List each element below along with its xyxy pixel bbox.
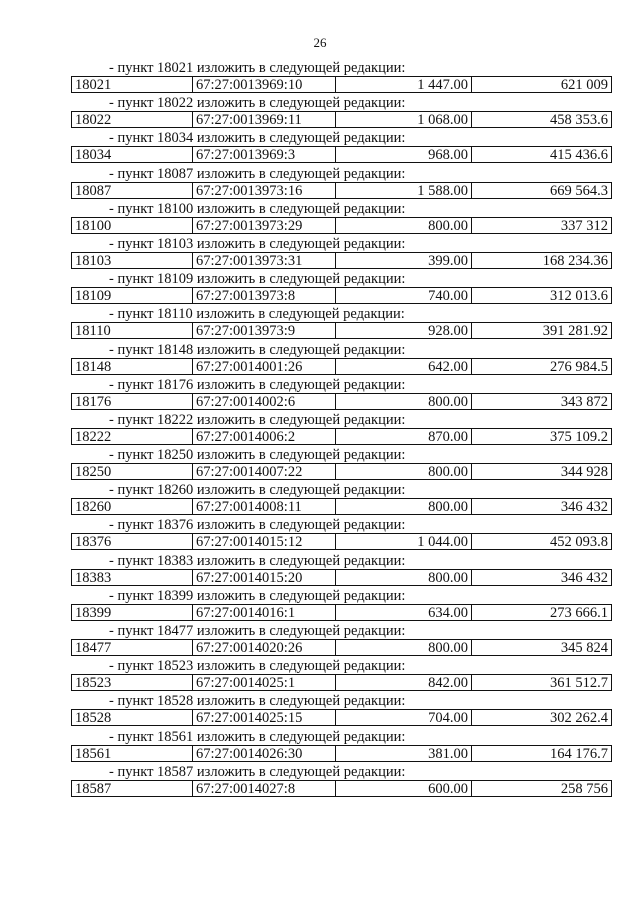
cadastral-number-cell: 67:27:0014025:1	[193, 675, 336, 690]
amendment-entry	[71, 588, 612, 623]
item-number-cell: 18100	[72, 218, 193, 233]
cadastral-value-cell: 452 093.8	[550, 534, 608, 550]
item-number-cell: 18176	[72, 394, 193, 409]
area-cell: 842.00	[336, 675, 472, 690]
amendment-entry	[71, 623, 612, 658]
amendment-caption: - пункт 18383 изложить в следующей редакции:	[109, 552, 406, 569]
area-cell: 800.00	[336, 464, 472, 479]
item-number-cell: 18528	[72, 710, 193, 725]
amendment-entry	[71, 693, 612, 728]
table-row	[71, 745, 612, 762]
cadastral-value-cell: 361 512.7	[550, 675, 608, 691]
cadastral-number-cell: 67:27:0014026:30	[193, 746, 336, 761]
amendment-entry	[71, 412, 612, 447]
cadastral-number-cell: 67:27:0014025:15	[193, 710, 336, 725]
amendment-caption: - пункт 18477 изложить в следующей редакции:	[109, 623, 406, 639]
amendment-caption: - пункт 18103 изложить в следующей редакции:	[109, 235, 406, 252]
area-cell: 600.00	[336, 781, 472, 796]
area-cell: 1 447.00	[336, 77, 472, 92]
table-row	[71, 322, 612, 339]
amendment-entry	[71, 447, 612, 482]
item-number-cell: 18250	[72, 464, 193, 479]
amendment-entry	[71, 166, 612, 201]
cadastral-value-cell: 337 312	[560, 217, 608, 233]
cadastral-value-cell: 168 234.36	[542, 252, 608, 268]
cadastral-number-cell: 67:27:0013973:16	[193, 183, 336, 198]
item-number-cell: 18587	[72, 781, 193, 796]
amendment-caption: - пункт 18222 изложить в следующей редакции:	[109, 411, 406, 428]
amendment-caption: - пункт 18376 изложить в следующей редакции:	[109, 517, 406, 534]
area-cell: 740.00	[336, 288, 472, 303]
cadastral-value-cell: 273 666.1	[550, 604, 608, 620]
table-row	[71, 639, 612, 656]
amendment-caption: - пункт 18110 изложить в следующей редакции:	[109, 306, 405, 323]
cadastral-value-cell: 391 281.92	[542, 323, 608, 339]
amendment-entry	[71, 482, 612, 517]
table-row	[71, 252, 612, 269]
item-number-cell: 18148	[72, 359, 193, 374]
cadastral-number-cell: 67:27:0014002:6	[193, 394, 336, 409]
area-cell: 642.00	[336, 359, 472, 374]
cadastral-value-cell: 302 262.4	[550, 710, 608, 726]
table-row	[71, 569, 612, 586]
amendment-caption: - пункт 18561 изложить в следующей редакции:	[109, 728, 406, 745]
item-number-cell: 18561	[72, 746, 193, 761]
amendment-caption: - пункт 18109 изложить в следующей редакции:	[109, 271, 406, 288]
table-row	[71, 604, 612, 621]
table-row	[71, 393, 612, 410]
item-number-cell: 18087	[72, 183, 193, 198]
area-cell: 800.00	[336, 499, 472, 514]
table-row	[71, 533, 612, 550]
cadastral-number-cell: 67:27:0014020:26	[193, 640, 336, 655]
area-cell: 800.00	[336, 218, 472, 233]
area-cell: 634.00	[336, 605, 472, 620]
page-number: 26	[313, 35, 327, 50]
table-row	[71, 358, 612, 375]
area-cell: 800.00	[336, 640, 472, 655]
area-cell: 1 044.00	[336, 534, 472, 549]
amendment-entry	[71, 764, 612, 799]
amendment-caption: - пункт 18087 изложить в следующей редакции:	[109, 165, 406, 182]
cadastral-number-cell: 67:27:0014006:2	[193, 429, 336, 444]
cadastral-number-cell: 67:27:0013973:8	[193, 288, 336, 303]
area-cell: 1 588.00	[336, 183, 472, 198]
item-number-cell: 18110	[72, 323, 193, 338]
cadastral-value-cell: 312 013.6	[550, 288, 608, 304]
cadastral-number-cell: 67:27:0013969:10	[193, 77, 336, 92]
cadastral-number-cell: 67:27:0014016:1	[193, 605, 336, 620]
cadastral-value-cell: 258 756	[560, 780, 608, 796]
item-number-cell: 18477	[72, 640, 193, 655]
cadastral-number-cell: 67:27:0014015:12	[193, 534, 336, 549]
cadastral-value-cell: 458 353.6	[550, 112, 608, 128]
cadastral-number-cell: 67:27:0014001:26	[193, 359, 336, 374]
amendment-caption: - пункт 18148 изложить в следующей редакции:	[109, 341, 406, 358]
item-number-cell: 18022	[72, 112, 193, 127]
amendment-entry	[71, 271, 612, 306]
amendment-caption: - пункт 18176 изложить в следующей редакции:	[109, 376, 406, 393]
item-number-cell: 18034	[72, 147, 193, 162]
item-number-cell: 18523	[72, 675, 193, 690]
amendment-entry	[71, 95, 612, 130]
cadastral-value-cell: 345 824	[560, 640, 608, 655]
item-number-cell: 18376	[72, 534, 193, 549]
cadastral-number-cell: 67:27:0013969:3	[193, 147, 336, 162]
cadastral-number-cell: 67:27:0013973:31	[193, 253, 336, 268]
table-row	[71, 76, 612, 93]
amendment-entry	[71, 306, 612, 341]
amendment-caption: - пункт 18587 изложить в следующей редакции:	[109, 763, 406, 780]
cadastral-number-cell: 67:27:0014007:22	[193, 464, 336, 479]
amendment-caption: - пункт 18100 изложить в следующей редакции:	[109, 200, 406, 217]
amendment-entry	[71, 729, 612, 764]
table-row	[71, 287, 612, 304]
cadastral-value-cell: 346 432	[560, 499, 608, 515]
item-number-cell: 18109	[72, 288, 193, 303]
area-cell: 399.00	[336, 253, 472, 268]
area-cell: 968.00	[336, 147, 472, 162]
area-cell: 800.00	[336, 394, 472, 409]
amendment-entry	[71, 658, 612, 693]
area-cell: 1 068.00	[336, 112, 472, 127]
table-row	[71, 498, 612, 515]
table-row	[71, 182, 612, 199]
amendment-caption: - пункт 18528 изложить в следующей редакции:	[109, 693, 406, 710]
item-number-cell: 18260	[72, 499, 193, 514]
table-row	[71, 709, 612, 726]
table-row	[71, 217, 612, 234]
cadastral-number-cell: 67:27:0014008:11	[193, 499, 336, 514]
cadastral-number-cell: 67:27:0014015:20	[193, 570, 336, 585]
amendment-entry	[71, 201, 612, 236]
area-cell: 800.00	[336, 570, 472, 585]
amendment-caption: - пункт 18260 изложить в следующей редакции:	[109, 482, 406, 499]
item-number-cell: 18103	[72, 253, 193, 268]
table-row	[71, 780, 612, 797]
amendment-entry	[71, 517, 612, 552]
amendment-list	[71, 60, 612, 799]
table-row	[71, 111, 612, 128]
amendment-entry	[71, 130, 612, 165]
cadastral-value-cell: 621 009	[560, 77, 608, 92]
amendment-caption: - пункт 18034 изложить в следующей редакции:	[109, 130, 406, 147]
amendment-caption: - пункт 18250 изложить в следующей редакции:	[109, 447, 406, 464]
amendment-entry	[71, 60, 612, 95]
cadastral-number-cell: 67:27:0014027:8	[193, 781, 336, 796]
table-row	[71, 674, 612, 691]
cadastral-value-cell: 375 109.2	[550, 428, 608, 444]
area-cell: 704.00	[336, 710, 472, 725]
item-number-cell: 18399	[72, 605, 193, 620]
amendment-caption: - пункт 18523 изложить в следующей редакции:	[109, 658, 406, 675]
cadastral-value-cell: 669 564.3	[550, 182, 608, 198]
table-row	[71, 463, 612, 480]
cadastral-value-cell: 164 176.7	[550, 745, 608, 761]
cadastral-number-cell: 67:27:0013973:9	[193, 323, 336, 338]
amendment-caption: - пункт 18022 изложить в следующей редакции:	[109, 95, 406, 112]
amendment-entry	[71, 377, 612, 412]
cadastral-number-cell: 67:27:0013969:11	[193, 112, 336, 127]
amendment-entry	[71, 236, 612, 271]
cadastral-number-cell: 67:27:0013973:29	[193, 218, 336, 233]
item-number-cell: 18383	[72, 570, 193, 585]
item-number-cell: 18021	[72, 77, 193, 92]
amendment-caption: - пункт 18399 изложить в следующей редакции:	[109, 587, 406, 604]
area-cell: 928.00	[336, 323, 472, 338]
cadastral-value-cell: 344 928	[560, 464, 608, 480]
cadastral-value-cell: 343 872	[560, 393, 608, 409]
amendment-entry	[71, 553, 612, 588]
item-number-cell: 18222	[72, 429, 193, 444]
amendment-entry	[71, 342, 612, 377]
area-cell: 870.00	[336, 429, 472, 444]
cadastral-value-cell: 276 984.5	[550, 358, 608, 374]
cadastral-value-cell: 415 436.6	[550, 147, 608, 163]
amendment-caption: - пункт 18021 изложить в следующей редакции:	[109, 60, 406, 76]
area-cell: 381.00	[336, 746, 472, 761]
table-row	[71, 146, 612, 163]
table-row	[71, 428, 612, 445]
cadastral-value-cell: 346 432	[560, 569, 608, 585]
